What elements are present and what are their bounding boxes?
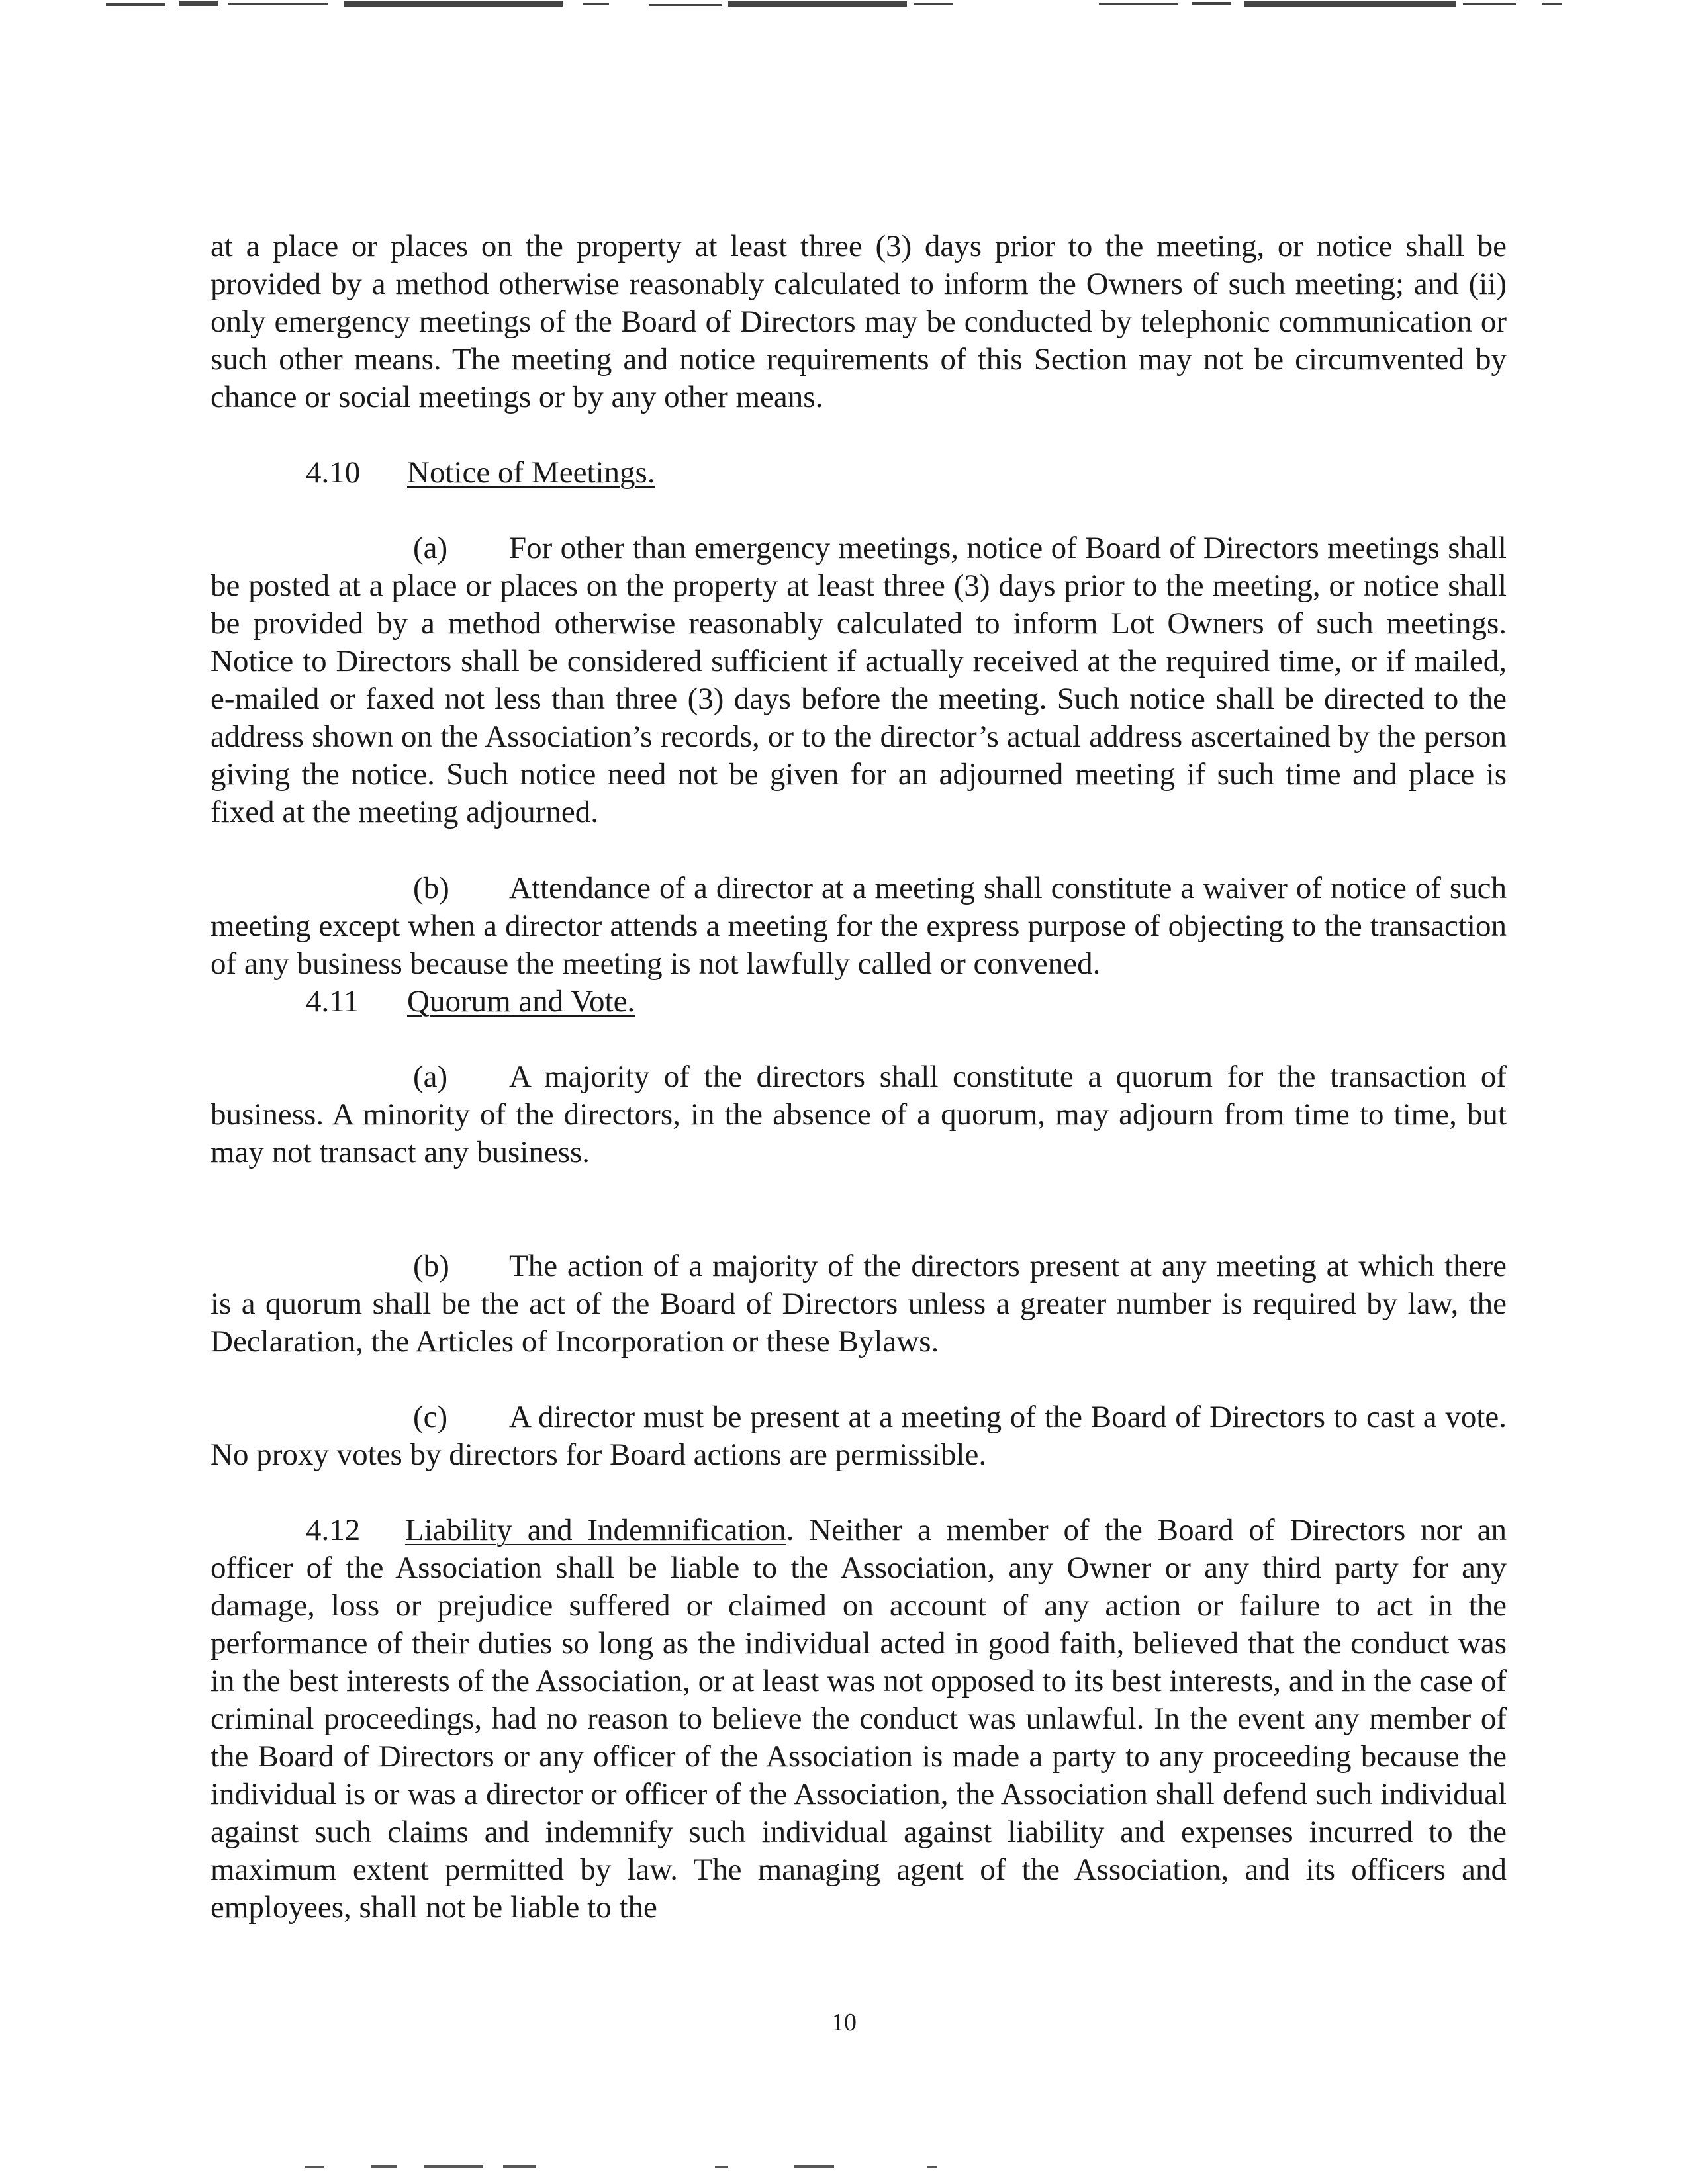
section-4-12-paragraph <box>211 1512 1507 1927</box>
paragraph-label: (b) <box>413 871 449 905</box>
paragraph-label: (b) <box>413 1249 449 1283</box>
paragraph-text: A majority of the directors shall constitute a quorum for the transaction of business. A minority of the directors, in the absence of a quorum, may adjourn from time to time, but may not transact any business. <box>211 1060 1507 1169</box>
section-title: Quorum and Vote. <box>407 984 635 1019</box>
paragraph-label: (a) <box>413 1060 448 1094</box>
section-4-11-heading <box>306 983 635 1021</box>
section-4-11-paragraph-a <box>211 1058 1507 1171</box>
scan-artifact-top <box>0 0 1688 9</box>
section-number: 4.11 <box>306 984 359 1019</box>
paragraph-text: A director must be present at a meeting of the Board of Directors to cast a vote. No proxy votes by directors for Board actions are permissible. <box>211 1400 1507 1472</box>
paragraph-label: (a) <box>413 531 448 565</box>
section-4-11-paragraph-b <box>211 1248 1507 1361</box>
section-4-10-heading <box>306 454 655 492</box>
paragraph-text: The action of a majority of the directors present at any meeting at which there is a quorum shall be the act of the Board of Directors unless a greater number is required by law, the Declaration, the Articles of Incorporation or these Bylaws. <box>211 1249 1507 1359</box>
section-title: Liability and Indemnification <box>405 1513 786 1547</box>
page-number: 10 <box>831 2009 857 2036</box>
section-title: Notice of Meetings. <box>407 455 655 490</box>
section-title-period: . <box>786 1513 794 1547</box>
section-number: 4.10 <box>306 455 361 490</box>
scan-artifact-bottom <box>0 2163 1688 2171</box>
paragraph-text: For other than emergency meetings, notice of Board of Directors meetings shall be posted at a place or places on the property at least three (3) days prior to the meeting, or notice shall be provided by a method otherwise reasonably calculated to inform Lot Owners of such meetings. Notice to Directors shall be considered sufficient if actually received at the required time, or if mailed, e-mailed or faxed not less than three (3) days before the meeting. Such notice shall be directed to the address shown on the Association’s records, or to the director’s actual address ascertained by the person giving the notice. Such notice need not be given for an adjourned meeting if such time and place is fixed at the meeting adjourned. <box>211 531 1507 829</box>
section-4-11-paragraph-c <box>211 1398 1507 1474</box>
section-4-10-paragraph-a <box>211 529 1507 831</box>
continuation-paragraph: at a place or places on the property at least three (3) days prior to the meeting, or notice shall be provided by a method otherwise reasonably calculated to inform the Owners of such meeting; and (ii) only emergency meetings of the Board of Directors may be conducted by telephonic communication or such other means. The meeting and notice requirements of this Section may not be circumvented by chance or social meetings or by any other means. <box>211 229 1507 414</box>
section-number: 4.12 <box>306 1513 361 1547</box>
paragraph-text: Attendance of a director at a meeting shall constitute a waiver of notice of such meeting except when a director attends a meeting for the express purpose of objecting to the transaction of any business because the meeting is not lawfully called or convened. <box>211 871 1507 981</box>
paragraph-label: (c) <box>413 1400 448 1434</box>
paragraph-text: Neither a member of the Board of Directors nor an officer of the Association shall be liable to the Association, any Owner or any third party for any damage, loss or prejudice suffered or claimed on account of any action or failure to act in the performance of their duties so long as the individual acted in good faith, believed that the conduct was in the best interests of the Association, or at least was not opposed to its best interests, and in the case of criminal proceedings, had no reason to believe the conduct was unlawful. In the event any member of the Board of Directors or any officer of the Association is made a party to any proceeding because the individual is or was a director or officer of the Association, the Association shall defend such individual against such claims and indemnify such individual against liability and expenses incurred to the maximum extent permitted by law. The managing agent of the Association, and its officers and employees, shall not be liable to the <box>211 1513 1507 1925</box>
section-4-10-paragraph-b <box>211 870 1507 983</box>
